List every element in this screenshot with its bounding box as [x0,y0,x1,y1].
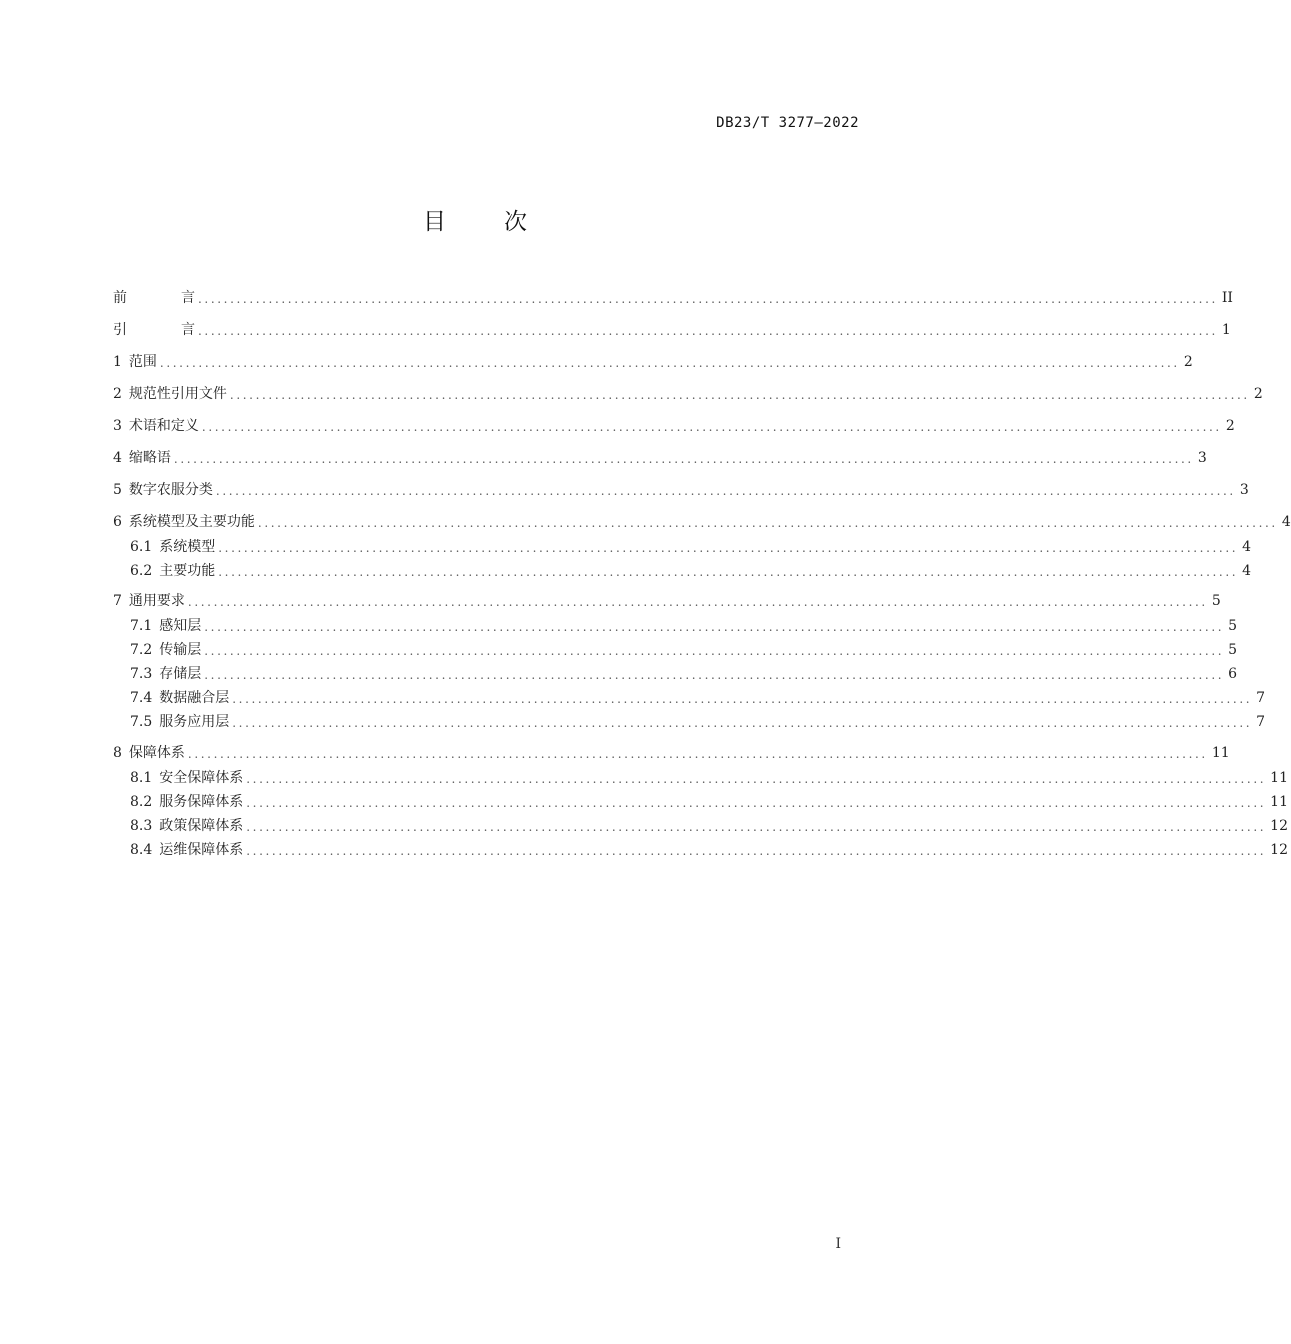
toc-entry-label [113,447,174,469]
toc-entry-text: 系统模型及主要功能 [128,514,255,530]
toc-leader-dots: ............................................................................................................................................................... [204,644,1225,658]
toc-leader-dots: ............................................................................................................................................................... [198,292,1218,306]
toc-leader-dots: ............................................................................................................................................................... [187,747,1208,761]
toc-entry-label-char: 前 [113,290,127,306]
toc-entry-label [130,815,246,837]
toc-entry-label [113,383,230,405]
toc-entry-text: 范围 [128,354,157,370]
toc-entry[interactable] [130,639,1238,661]
toc-title: 目次 [423,209,585,235]
toc-leader-dots: ............................................................................................................................................................... [215,484,1236,498]
toc-leader-dots: ............................................................................................................................................................... [246,772,1267,786]
toc-entry[interactable] [130,815,1288,837]
toc-entry-label [130,615,204,637]
toc-leader-dots: ............................................................................................................................................................... [246,844,1267,858]
toc-leader-dots: ............................................................................................................................................................... [173,452,1194,466]
toc-entry[interactable] [113,351,1193,373]
toc-entry-page: 4 [1281,514,1291,530]
toc-entry-text: 系统模型 [159,539,216,555]
toc-entry-label [130,560,218,582]
toc-entry-label [130,839,246,861]
toc-entry-page: 5 [1228,642,1238,658]
toc-leader-dots: ............................................................................................................................................................... [204,668,1225,682]
toc-entry-page: 7 [1256,690,1266,706]
toc-entry-number: 8.1 [130,770,153,786]
toc-entry[interactable] [130,615,1238,637]
toc-entry-text: 数字农服分类 [128,482,213,498]
toc-entry-number: 7.1 [130,618,153,634]
toc-leader-dots: ............................................................................................................................................................... [201,420,1222,434]
toc-entry[interactable] [113,319,1231,341]
toc-entry-text: 规范性引用文件 [128,386,227,402]
toc-leader-dots: ............................................................................................................................................................... [218,541,1239,555]
toc-entry-page: 4 [1242,539,1252,555]
toc-entry-number: 8.2 [130,794,153,810]
toc-entry-text: 运维保障体系 [159,842,244,858]
toc-entry-text: 服务保障体系 [159,794,244,810]
toc-entry-page: 11 [1270,770,1288,786]
toc-entry[interactable] [113,742,1230,764]
toc-entry-label [130,711,232,733]
toc-entry-text: 感知层 [159,618,202,634]
toc-entry-label [130,791,246,813]
toc-entry-page: 1 [1221,322,1231,338]
toc-entry-text: 安全保障体系 [159,770,244,786]
toc-entry-label [130,663,204,685]
toc-entry-page: II [1221,290,1233,306]
toc-entry[interactable] [130,711,1266,733]
toc-entry[interactable] [113,415,1235,437]
toc-leader-dots: ............................................................................................................................................................... [218,565,1239,579]
toc-entry-number: 6.2 [130,563,153,579]
toc-entry[interactable] [130,767,1288,789]
toc-entry-text: 术语和定义 [128,418,199,434]
toc-entry-number: 8.4 [130,842,153,858]
page-number: I [835,1236,841,1252]
toc-entry-text: 主要功能 [159,563,216,579]
toc-entry-page: 11 [1211,745,1230,761]
toc-entry[interactable] [113,479,1249,501]
toc-entry[interactable] [113,383,1263,405]
toc-entry-text: 缩略语 [128,450,171,466]
document-code: DB23/T 3277—2022 [716,115,859,131]
toc-entry-page: 5 [1228,618,1238,634]
toc-entry-text: 服务应用层 [159,714,230,730]
toc-leader-dots: ............................................................................................................................................................... [232,692,1253,706]
toc-entry-page: 4 [1242,563,1252,579]
toc-entry-label [130,536,218,558]
toc-entry[interactable] [130,560,1252,582]
toc-entry[interactable] [130,663,1238,685]
toc-entry-label [130,687,232,709]
toc-entry-label-char: 言 [181,322,195,338]
toc-entry-label [113,351,160,373]
toc-entry-text: 传输层 [159,642,202,658]
toc-entry-text: 政策保障体系 [159,818,244,834]
toc-entry-page: 2 [1253,386,1263,402]
toc-entry-label [113,415,202,437]
toc-entry-label-char: 言 [181,290,195,306]
toc-entry-label [113,511,258,533]
toc-leader-dots: ............................................................................................................................................................... [187,595,1208,609]
toc-entry-number: 1 [113,354,122,370]
toc-entry-page: 7 [1256,714,1266,730]
toc-entry[interactable] [113,287,1233,309]
toc-entry-text: 保障体系 [128,745,185,761]
toc-entry-number: 7.4 [130,690,153,706]
toc-entry-number: 8 [113,745,122,761]
toc-entry[interactable] [130,687,1266,709]
toc-leader-dots: ............................................................................................................................................................... [198,324,1218,338]
toc-entry-number: 7 [113,593,122,609]
toc-entry-number: 7.3 [130,666,153,682]
toc-entry-page: 3 [1197,450,1207,466]
toc-entry-number: 8.3 [130,818,153,834]
toc-entry-label [130,639,204,661]
toc-entry[interactable] [113,511,1291,533]
toc-entry-label [113,287,198,309]
toc-entry-page: 5 [1211,593,1221,609]
toc-entry-page: 2 [1225,418,1235,434]
toc-entry-number: 2 [113,386,122,402]
toc-entry-number: 5 [113,482,122,498]
toc-leader-dots: ............................................................................................................................................................... [232,716,1253,730]
toc-leader-dots: ............................................................................................................................................................... [246,796,1267,810]
toc-entry-number: 6.1 [130,539,153,555]
toc-entry-number: 7.2 [130,642,153,658]
toc-leader-dots: ............................................................................................................................................................... [246,820,1267,834]
toc-entry-number: 6 [113,514,122,530]
toc-entry-text: 存储层 [159,666,202,682]
toc-entry-number: 3 [113,418,122,434]
toc-entry-page: 12 [1270,842,1288,858]
toc-leader-dots: ............................................................................................................................................................... [257,516,1278,530]
toc-entry-label-char: 引 [113,322,127,338]
toc-entry-label [113,742,188,764]
toc-leader-dots: ............................................................................................................................................................... [159,356,1180,370]
toc-entry[interactable] [130,791,1288,813]
toc-entry-number: 4 [113,450,122,466]
toc-entry-label [113,319,198,341]
toc-entry-label [113,590,188,612]
toc-entry-page: 12 [1270,818,1288,834]
toc-entry-text: 数据融合层 [159,690,230,706]
toc-entry[interactable] [130,536,1252,558]
toc-entry[interactable] [130,839,1288,861]
toc-entry-page: 2 [1183,354,1193,370]
toc-entry-page: 11 [1270,794,1288,810]
toc-entry-label [130,767,246,789]
toc-entry-page: 3 [1239,482,1249,498]
toc-entry-number: 7.5 [130,714,153,730]
toc-entry[interactable] [113,447,1207,469]
toc-entry-label [113,479,216,501]
toc-leader-dots: ............................................................................................................................................................... [229,388,1250,402]
toc-leader-dots: ............................................................................................................................................................... [204,620,1225,634]
toc-entry[interactable] [113,590,1221,612]
toc-entry-page: 6 [1228,666,1238,682]
toc-entry-text: 通用要求 [128,593,185,609]
